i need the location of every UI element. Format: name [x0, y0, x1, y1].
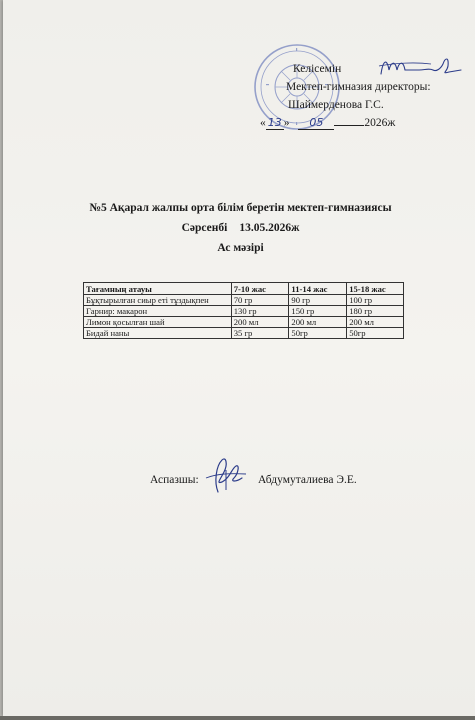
menu-date-line	[3, 222, 475, 234]
portion-cell: 90 гр	[289, 295, 347, 306]
director-name: Шаймерденова Г.С.	[288, 99, 384, 111]
table-row	[84, 328, 404, 339]
approval-date	[258, 114, 468, 132]
column-header: 7-10 жас	[231, 283, 289, 295]
portion-cell: 35 гр	[231, 328, 289, 339]
date-day: 13	[267, 116, 282, 129]
menu-table	[83, 282, 404, 339]
dish-name: Бұқтырылған сиыр еті тұздықпен	[84, 295, 232, 306]
portion-cell: 180 гр	[347, 306, 404, 317]
table-row	[84, 317, 404, 328]
date-open-quote: «	[260, 117, 266, 129]
dish-name: Бидай наны	[84, 328, 232, 339]
cook-name: Абдумуталиева Э.Е.	[258, 474, 357, 486]
dish-name: Лимон қосылған шай	[84, 317, 232, 328]
portion-cell: 50гр	[289, 328, 347, 339]
school-name: №5 Ақарал жалпы орта білім беретін мектеп-гимназиясы	[89, 202, 392, 214]
portion-cell: 200 мл	[347, 317, 404, 328]
approval-block	[258, 60, 468, 132]
date-year: 2026ж	[364, 117, 396, 129]
dish-name: Гарнир: макарон	[84, 306, 232, 317]
menu-date: 13.05.2026ж	[239, 222, 300, 234]
portion-cell: 150 гр	[289, 306, 347, 317]
portion-cell: 70 гр	[231, 295, 289, 306]
weekday: Сәрсенбі	[181, 222, 228, 234]
menu-title: Ас мәзірі	[217, 242, 264, 254]
date-underline	[334, 125, 364, 126]
table-surface	[0, 716, 475, 720]
portion-cell: 200 мл	[231, 317, 289, 328]
column-header: Тағамның атауы	[84, 283, 232, 295]
cook-signature-icon	[200, 456, 250, 496]
portion-cell: 200 мл	[289, 317, 347, 328]
portion-cell: 100 гр	[347, 295, 404, 306]
column-header: 15-18 жас	[347, 283, 404, 295]
date-close-quote: »	[283, 117, 290, 129]
approval-title: Келісемін	[293, 63, 342, 75]
portion-cell: 50гр	[347, 328, 404, 339]
cook-signature-line	[150, 474, 357, 486]
date-month: 05	[298, 117, 334, 130]
table-row	[84, 306, 404, 317]
director-position: Мектеп-гимназия директоры:	[286, 81, 431, 93]
table-row	[84, 295, 404, 306]
table-header-row	[84, 283, 404, 295]
document-page	[3, 0, 475, 716]
column-header: 11-14 жас	[289, 283, 347, 295]
portion-cell: 130 гр	[231, 306, 289, 317]
cook-label: Аспазшы:	[150, 474, 199, 486]
